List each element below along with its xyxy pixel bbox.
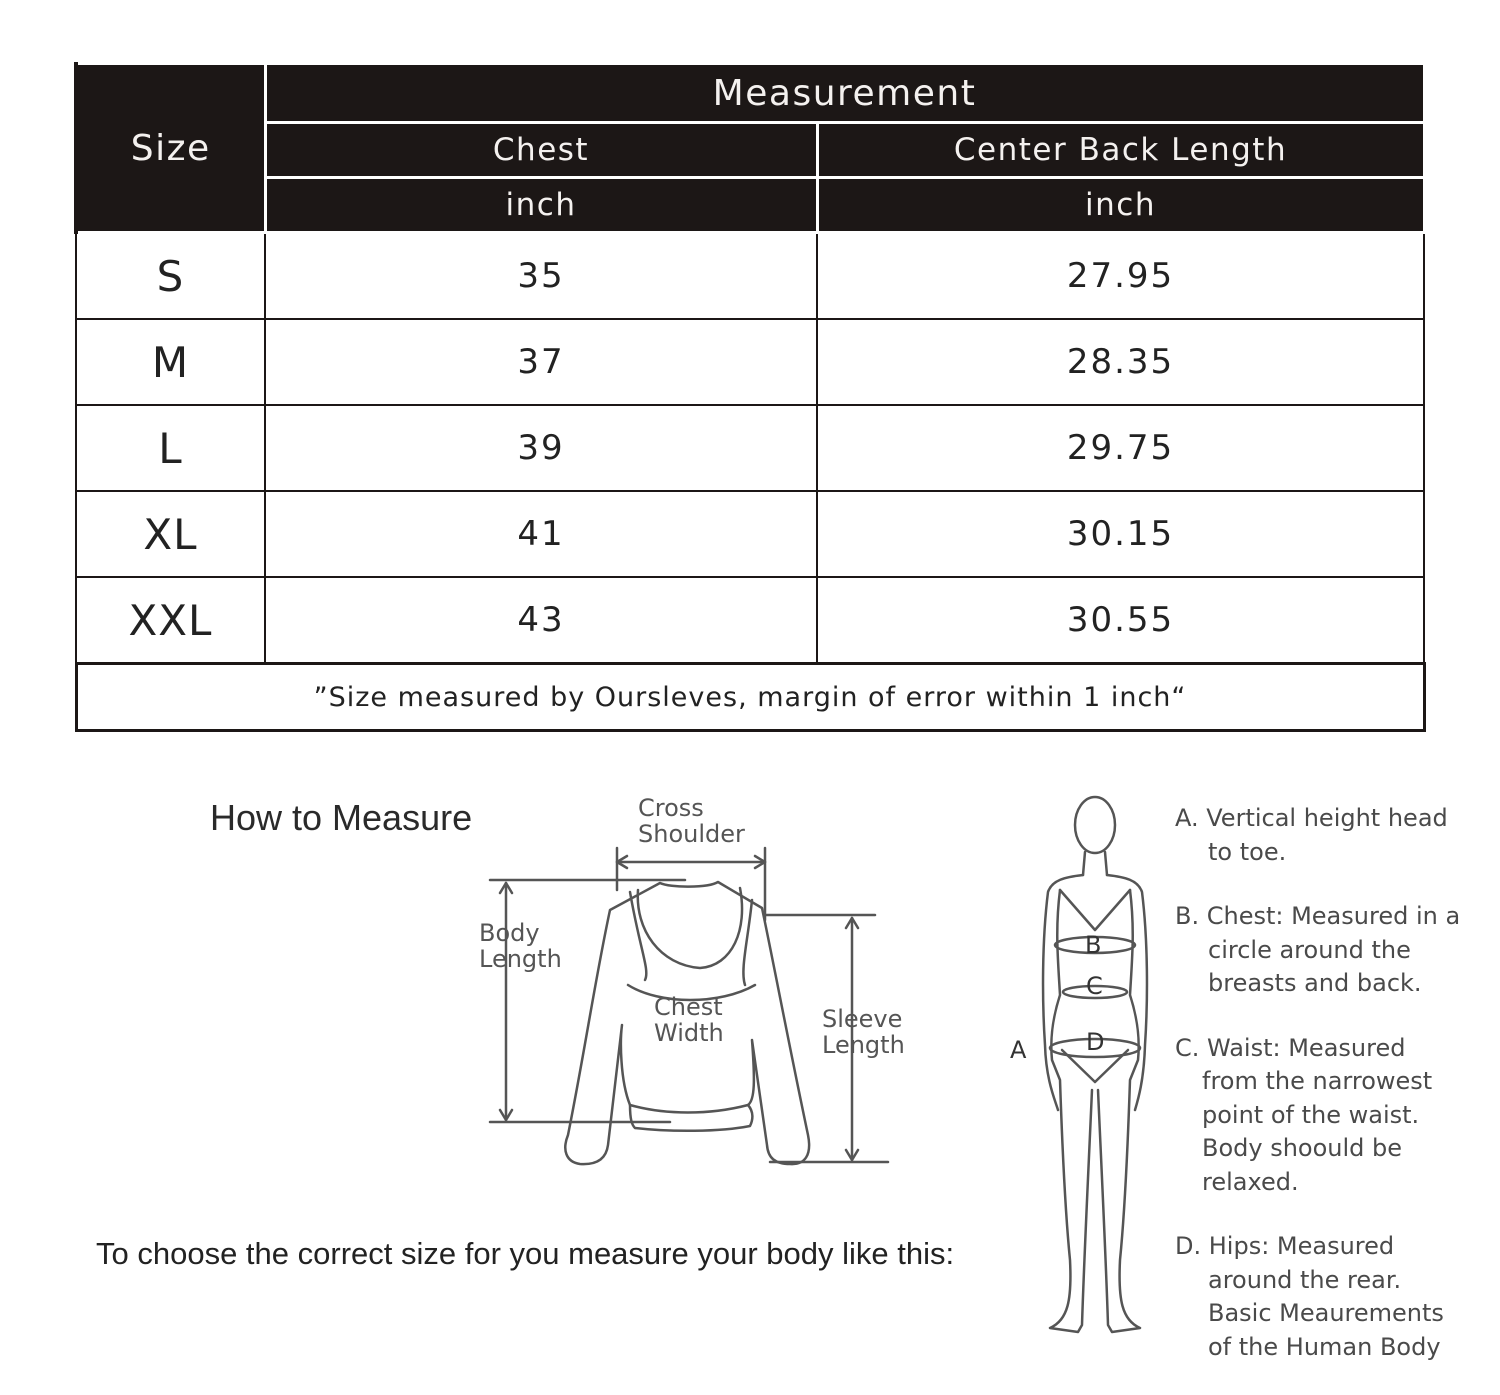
note-c: C. Waist: Measured from the narrowest point of the waist. Body shoould be relaxed.	[1175, 1033, 1433, 1196]
size-cell: XXL	[76, 577, 265, 664]
note-b: B. Chest: Measured in a circle around the breasts and back.	[1175, 902, 1461, 997]
chest-cell: 37	[265, 319, 817, 405]
back-length-cell: 28.35	[817, 319, 1424, 405]
table-row	[76, 319, 1424, 405]
sleeve-length-label: Sleeve Length	[822, 1005, 905, 1059]
table-row	[76, 405, 1424, 491]
chest-cell: 35	[265, 233, 817, 320]
size-cell: S	[76, 233, 265, 320]
human-body-icon	[1000, 780, 1170, 1360]
body-label-d: D	[1086, 1028, 1105, 1056]
back-length-cell: 29.75	[817, 405, 1424, 491]
body-label-a: A	[1010, 1036, 1027, 1064]
instruction-text: To choose the correct size for you measure your body like this:	[96, 1236, 955, 1271]
size-header: Size	[76, 64, 265, 233]
chest-cell: 43	[265, 577, 817, 664]
note-a: A. Vertical height head to toe.	[1175, 804, 1448, 866]
chest-header: Chest	[265, 123, 817, 178]
cross-shoulder-label: Cross Shoulder	[638, 794, 745, 848]
note-d: D. Hips: Measured around the rear. Basic Meaurements of the Human Body	[1175, 1232, 1444, 1361]
measurement-notes	[1175, 802, 1495, 1395]
how-to-measure-title: How to Measure	[210, 797, 473, 838]
table-row	[76, 577, 1424, 664]
back-length-cell: 27.95	[817, 233, 1424, 320]
body-label-b: B	[1085, 931, 1102, 959]
table-row	[76, 233, 1424, 320]
body-length-label: Body Length	[479, 919, 562, 973]
size-cell: M	[76, 319, 265, 405]
body-label-c: C	[1086, 972, 1103, 1000]
chest-cell: 41	[265, 491, 817, 577]
measurement-header: Measurement	[265, 64, 1424, 123]
size-chart-table	[74, 62, 1426, 732]
back-length-cell: 30.55	[817, 577, 1424, 664]
chest-cell: 39	[265, 405, 817, 491]
center-back-length-header: Center Back Length	[817, 123, 1424, 178]
measurement-note: ”Size measured by Oursleves, margin of error within 1 inch“	[76, 664, 1424, 731]
chest-unit: inch	[265, 178, 817, 233]
back-length-cell: 30.15	[817, 491, 1424, 577]
size-cell: L	[76, 405, 265, 491]
center-back-unit: inch	[817, 178, 1424, 233]
size-cell: XL	[76, 491, 265, 577]
chest-width-label: Chest Width	[654, 993, 724, 1047]
table-row	[76, 491, 1424, 577]
